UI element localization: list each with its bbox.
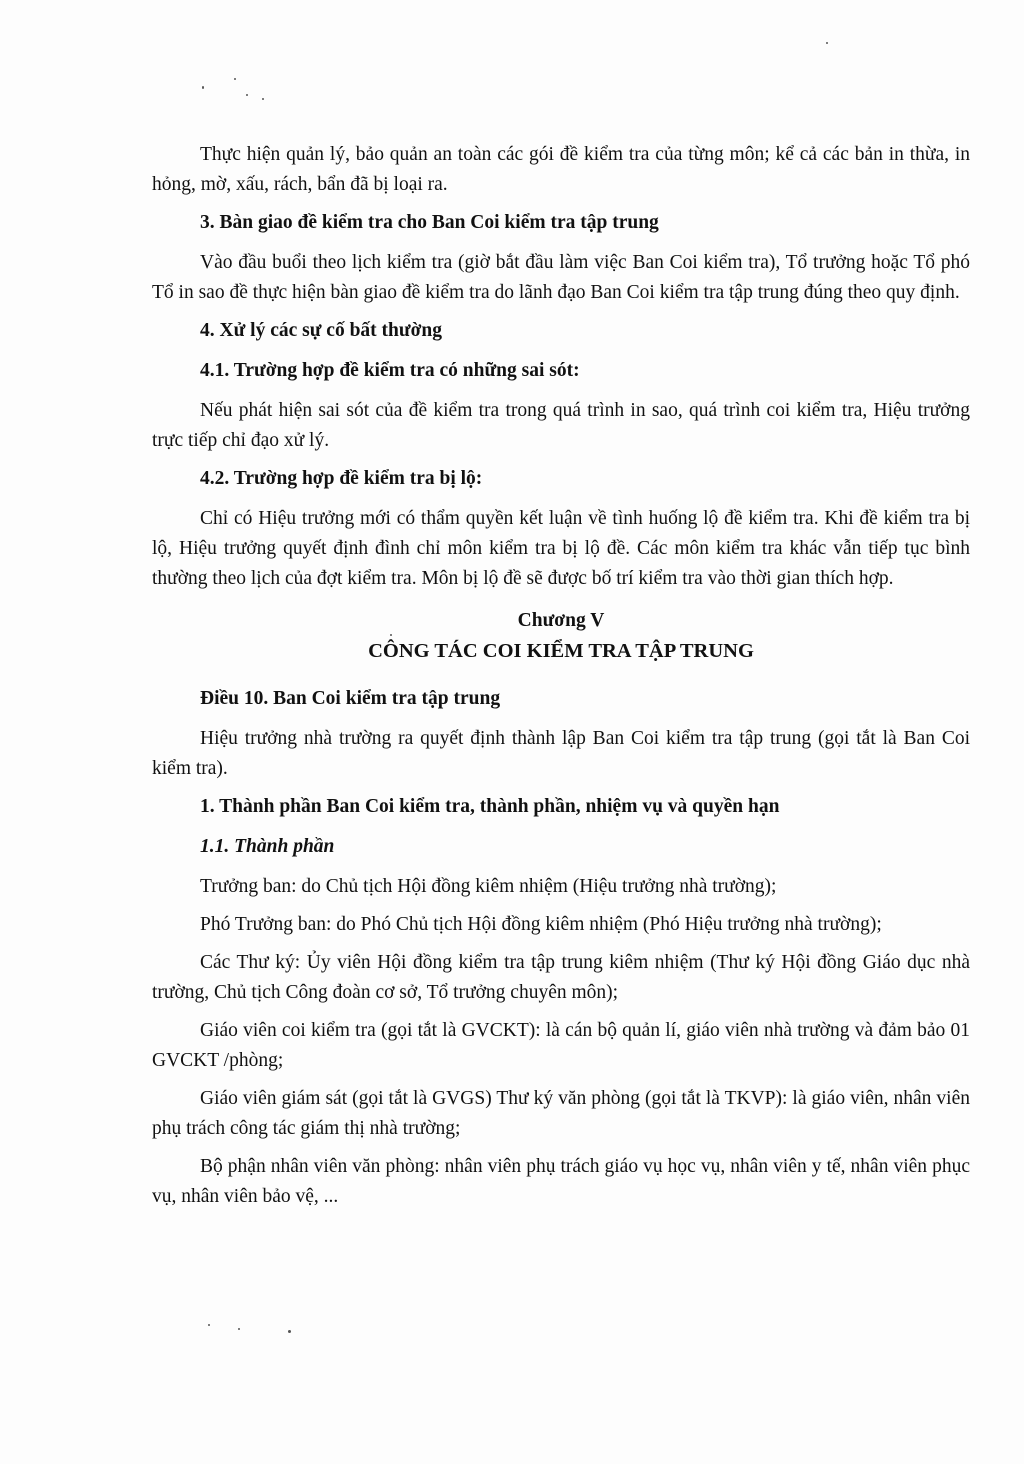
scan-speck	[246, 94, 248, 96]
document-body	[152, 140, 970, 1220]
heading-section-4-1: 4.1. Trường hợp đề kiểm tra có những sai sót:	[200, 360, 580, 381]
paragraph-secretaries: Các Thư ký: Ủy viên Hội đồng kiểm tra tập trung kiêm nhiệm (Thư ký Hội đồng Giáo dục nhà trường, Chủ tịch Công đoàn cơ sở, Tổ trưởng chuyên môn);	[152, 952, 970, 1003]
scan-speck	[238, 1328, 240, 1330]
scan-speck	[826, 42, 828, 44]
paragraph-head: Trưởng ban: do Chủ tịch Hội đồng kiêm nhiệm (Hiệu trưởng nhà trường);	[200, 876, 777, 897]
scan-speck	[234, 78, 236, 80]
paragraph-storage: Thực hiện quản lý, bảo quản an toàn các gói đề kiểm tra của từng môn; kể cả các bản in thừa, in hỏng, mờ, xấu, rách, bẩn đã bị loại ra.	[152, 144, 970, 195]
scan-speck	[202, 86, 204, 89]
paragraph-establish: Hiệu trưởng nhà trường ra quyết định thành lập Ban Coi kiểm tra tập trung (gọi tắt là Ban Coi kiểm tra).	[152, 728, 970, 779]
paragraph-office-staff: Bộ phận nhân viên văn phòng: nhân viên phụ trách giáo vụ học vụ, nhân viên y tế, nhân viên phục vụ, nhân viên bảo vệ, ...	[152, 1156, 970, 1207]
paragraph-leak: Chỉ có Hiệu trưởng mới có thẩm quyền kết luận về tình huống lộ đề kiểm tra. Khi đề kiểm tra bị lộ, Hiệu trưởng quyết định đình chỉ môn kiểm tra bị lộ đề. Các môn kiểm tra khác vẫn tiếp tục bình thường theo lịch của đợt kiểm tra. Môn bị lộ đề sẽ được bố trí kiểm tra vào thời gian thích hợp.	[152, 508, 970, 589]
heading-section-3: 3. Bàn giao đề kiểm tra cho Ban Coi kiểm tra tập trung	[200, 212, 659, 233]
paragraph-errors: Nếu phát hiện sai sót của đề kiểm tra trong quá trình in sao, quá trình coi kiểm tra, Hiệu trưởng trực tiếp chỉ đạo xử lý.	[152, 400, 970, 451]
scan-speck	[262, 98, 264, 100]
chapter-title: CÔNG TÁC COI KIỂM TRA TẬP TRUNG	[368, 640, 754, 662]
scan-speck	[208, 1324, 210, 1326]
heading-section-4-2: 4.2. Trường hợp đề kiểm tra bị lộ:	[200, 468, 483, 489]
paragraph-proctors: Giáo viên coi kiểm tra (gọi tắt là GVCKT): là cán bộ quản lí, giáo viên nhà trường và đảm bảo 01 GVCKT /phòng;	[152, 1020, 970, 1071]
paragraph-supervisors: Giáo viên giám sát (gọi tắt là GVGS) Thư ký văn phòng (gọi tắt là TKVP): là giáo viên, nhân viên phụ trách công tác giám thị nhà trường;	[152, 1088, 970, 1139]
paragraph-handover: Vào đầu buổi theo lịch kiểm tra (giờ bắt đầu làm việc Ban Coi kiểm tra), Tổ trưởng hoặc Tổ phó Tổ in sao đề thực hiện bàn giao đề kiểm tra do lãnh đạo Ban Coi kiểm tra tập trung đúng theo quy định.	[152, 252, 970, 303]
article-10-heading: Điều 10. Ban Coi kiểm tra tập trung	[200, 688, 501, 709]
heading-section-4: 4. Xử lý các sự cố bất thường	[200, 320, 442, 341]
heading-composition: 1. Thành phần Ban Coi kiểm tra, thành phần, nhiệm vụ và quyền hạn	[200, 796, 780, 817]
chapter-label: Chương V	[517, 610, 605, 631]
heading-composition-1-1: 1.1. Thành phần	[200, 836, 335, 857]
paragraph-deputy-head: Phó Trưởng ban: do Phó Chủ tịch Hội đồng kiêm nhiệm (Phó Hiệu trưởng nhà trường);	[200, 914, 882, 935]
scan-speck	[288, 1330, 291, 1333]
